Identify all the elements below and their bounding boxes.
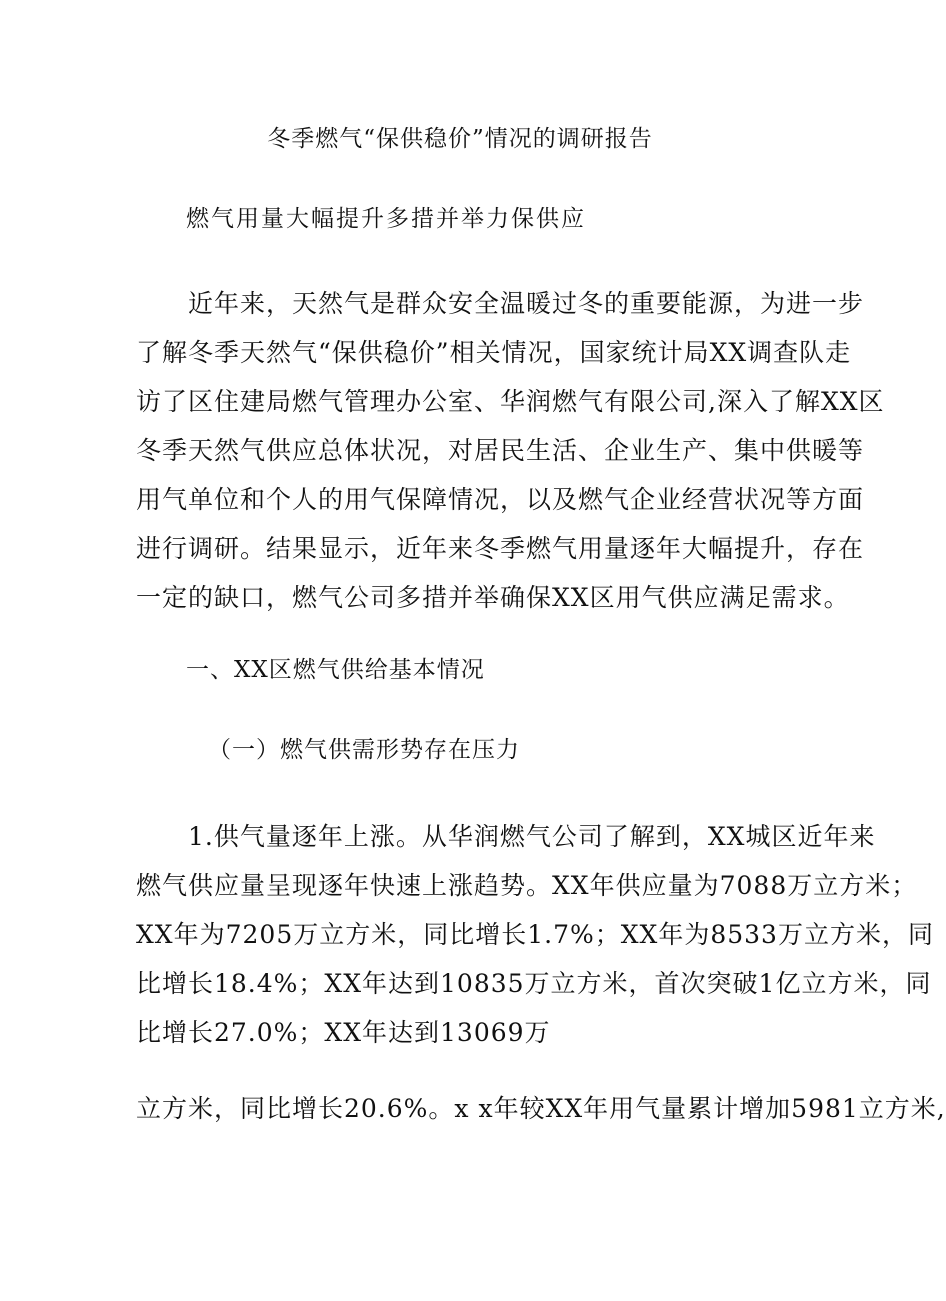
- report-title: 冬季燃气“保供稳价”情况的调研报告: [267, 126, 653, 152]
- subsection-heading: （一）燃气供需形势存在压力: [208, 737, 520, 763]
- paragraph-line: 燃气供应量呈现逐年快速上涨趋势。XX年供应量为7088万立方米；: [136, 871, 918, 900]
- paragraph-line: 比增长27.0%；XX年达到13069万: [136, 1018, 551, 1047]
- paragraph-line: 近年来，天然气是群众安全温暖过冬的重要能源，为进一步: [136, 289, 865, 318]
- paragraph-line: 访了区住建局燃气管理办公室、华润燃气有限公司,深入了解XX区: [136, 387, 885, 416]
- paragraph-line: 进行调研。结果显示，近年来冬季燃气用量逐年大幅提升，存在: [136, 534, 865, 563]
- item-paragraph: [136, 812, 934, 1057]
- paragraph-line: 比增长18.4%；XX年达到10835万立方米，首次突破1亿立方米，同: [136, 969, 932, 998]
- paragraph-line: 立方米，同比增长20.6%。x x年较XX年用气量累计增加5981立方米,: [136, 1094, 946, 1123]
- section-heading: 一、XX区燃气供给基本情况: [186, 657, 485, 683]
- paragraph-line: XX年为7205万立方米，同比增长1.7%；XX年为8533万立方米，同: [136, 920, 934, 949]
- report-subtitle: 燃气用量大幅提升多措并举力保供应: [186, 206, 586, 232]
- paragraph-line: 了解冬季天然气“保供稳价”相关情况，国家统计局XX调查队走: [136, 338, 852, 367]
- paragraph-line: 用气单位和个人的用气保障情况，以及燃气企业经营状况等方面: [136, 485, 865, 514]
- paragraph-line: 冬季天然气供应总体状况，对居民生活、企业生产、集中供暖等: [136, 436, 865, 465]
- paragraph-line: 1.供气量逐年上涨。从华润燃气公司了解到，XX城区近年来: [136, 822, 876, 851]
- continuation-paragraph: [136, 1084, 946, 1133]
- paragraph-line: 一定的缺口，燃气公司多措并举确保XX区用气供应满足需求。: [136, 583, 850, 612]
- intro-paragraph: [136, 279, 885, 622]
